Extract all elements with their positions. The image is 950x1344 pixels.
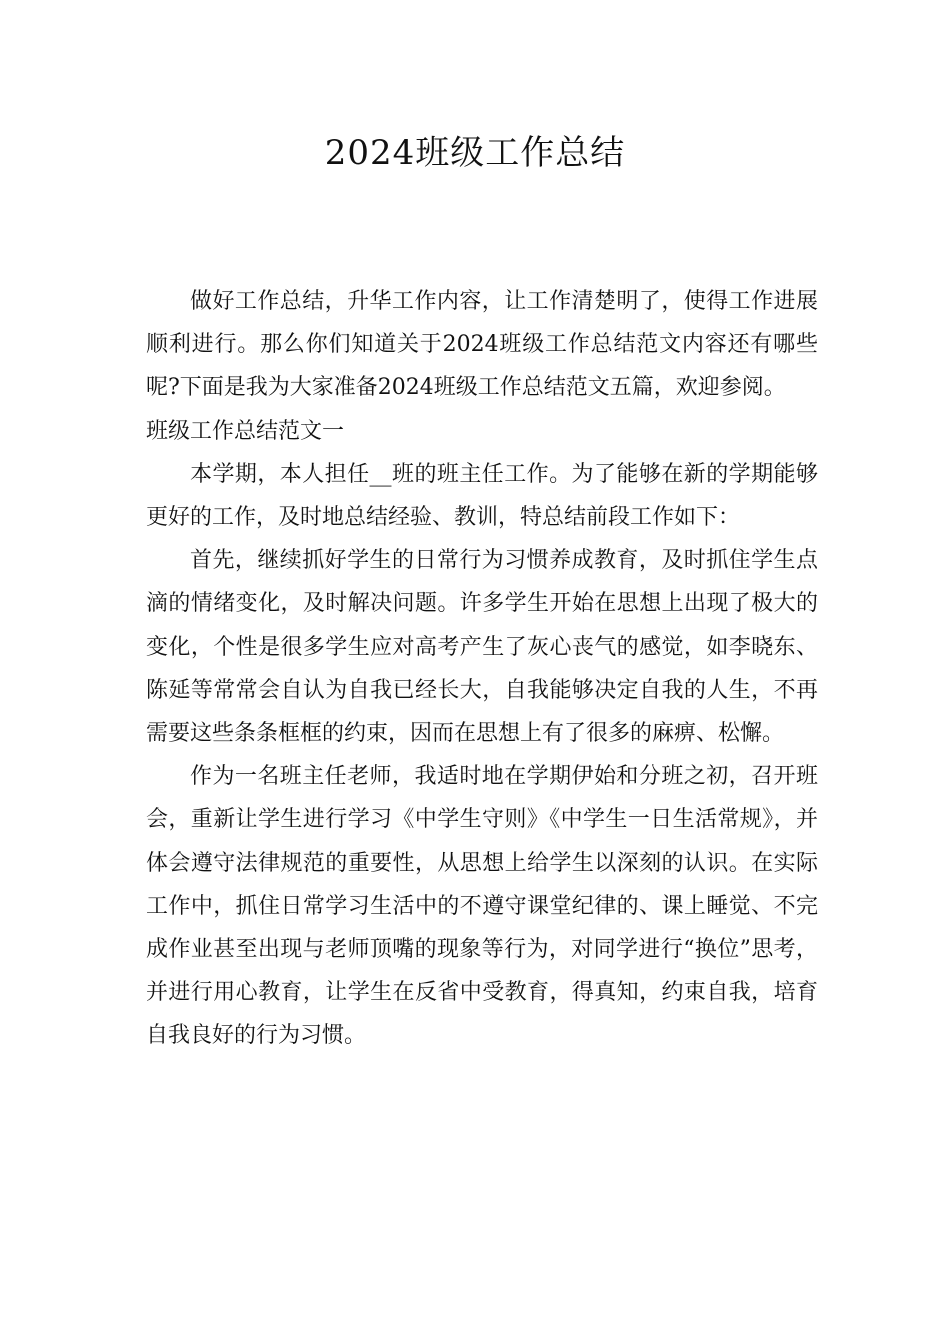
- body-paragraph: 本学期，本人担任__班的班主任工作。为了能够在新的学期能够更好的工作，及时地总结经验、教训，特总结前段工作如下：: [146, 461, 818, 531]
- intro-paragraph: 做好工作总结，升华工作内容，让工作清楚明了，使得工作进展顺利进行。那么你们知道关于2024班级工作总结范文内容还有哪些呢?下面是我为大家准备2024班级工作总结范文五篇，欢迎参阅。: [146, 289, 818, 401]
- section-heading: 班级工作总结范文一: [146, 418, 345, 444]
- body-paragraph: 作为一名班主任老师，我适时地在学期伊始和分班之初，召开班会，重新让学生进行学习《中学生守则》《中学生一日生活常规》，并体会遵守法律规范的重要性，从思想上给学生以深刻的认识。在实际工作中，抓住日常学习生活中的不遵守课堂纪律的、课上睡觉、不完成作业甚至出现与老师顶嘴的现象等行为，对同学进行“换位”思考，并进行用心教育，让学生在反省中受教育，得真知，约束自我，培育自我良好的行为习惯。: [146, 764, 818, 1049]
- document-body: [146, 280, 818, 1058]
- body-paragraph: 首先，继续抓好学生的日常行为习惯养成教育，及时抓住学生点滴的情绪变化，及时解决问题。许多学生开始在思想上出现了极大的变化，个性是很多学生应对高考产生了灰心丧气的感觉，如李晓东、陈延等常常会自认为自我已经长大，自我能够决定自我的人生，不再需要这些条条框框的约束，因而在思想上有了很多的麻痹、松懈。: [146, 548, 818, 747]
- document-title: 2024班级工作总结: [324, 133, 626, 173]
